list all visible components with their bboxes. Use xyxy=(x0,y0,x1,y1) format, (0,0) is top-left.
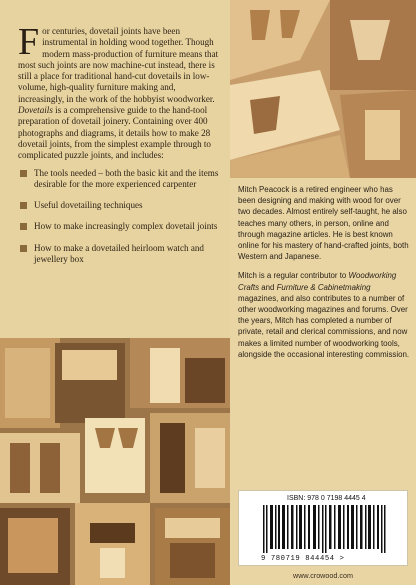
bio-text: Mitch is a regular contributor to xyxy=(238,271,349,281)
bio-paragraph-2 xyxy=(238,270,412,360)
author-bio xyxy=(238,184,412,368)
bio-text: and xyxy=(259,282,277,292)
magazine-title: Woodworking Crafts xyxy=(238,271,397,292)
dovetail-joints-photo xyxy=(0,338,230,585)
dovetail-collage-image xyxy=(0,338,230,585)
book-title-italic: Dovetails xyxy=(18,105,53,116)
isbn-barcode-box xyxy=(238,490,408,566)
feature-item: How to make a dovetailed heirloom watch and jewellery box xyxy=(18,243,222,266)
dovetail-closeup-image xyxy=(230,0,416,178)
isbn-label: ISBN: 978 0 7198 4445 4 xyxy=(287,495,366,502)
publisher-website: www.crowood.com xyxy=(293,571,353,580)
bio-text: magazines, and also contributes to a number of other woodworking magazines and forums. Over the years, Mitch has completed a number of private, retail and clerical commissions, and now makes a limited number of woodworking tools, alongside the occasional interesting commission. xyxy=(238,293,410,359)
magazine-title: Furniture & Cabinetmaking xyxy=(276,282,371,292)
feature-list xyxy=(18,168,222,266)
drop-cap: F xyxy=(18,21,40,63)
back-cover-right-panel xyxy=(230,0,416,585)
dovetail-closeup-photo xyxy=(230,0,416,178)
barcode-number: 9 780719 844454 > xyxy=(261,555,345,563)
feature-item: How to make increasingly complex dovetail joints xyxy=(18,221,222,232)
feature-item: The tools needed – both the basic kit and the items desirable for the more experienced carpenter xyxy=(18,168,222,191)
bio-paragraph-1: Mitch Peacock is a retired engineer who has been designing and making with wood for over two decades. Almost entirely self-taught, he also teaches many others, in person, online and through magazine articles. He is best known online for his mastery of hand-crafted joints, both Western and Japanese. xyxy=(238,185,409,262)
barcode-icon xyxy=(263,505,387,553)
blurb-intro: or centuries, dovetail joints have been instrumental in holding wood together. Though modern mass-production of furniture means that most such joints are now machine-cut instead, there is still a place for traditional hand-cut dovetails in low-volume, high-quality furniture making and, increasingly, in the work of the hobbyist woodworker. xyxy=(18,26,219,104)
feature-item: Useful dovetailing techniques xyxy=(18,200,222,211)
book-blurb xyxy=(18,21,222,275)
blurb-paragraph-2: is a comprehensive guide to the hand-tool preparation of dovetail joinery. Containing over 400 photographs and diagrams, it details how to make 28 dovetail joints, from the simplest example through to complicated puzzle joints, and includes: xyxy=(18,105,211,161)
